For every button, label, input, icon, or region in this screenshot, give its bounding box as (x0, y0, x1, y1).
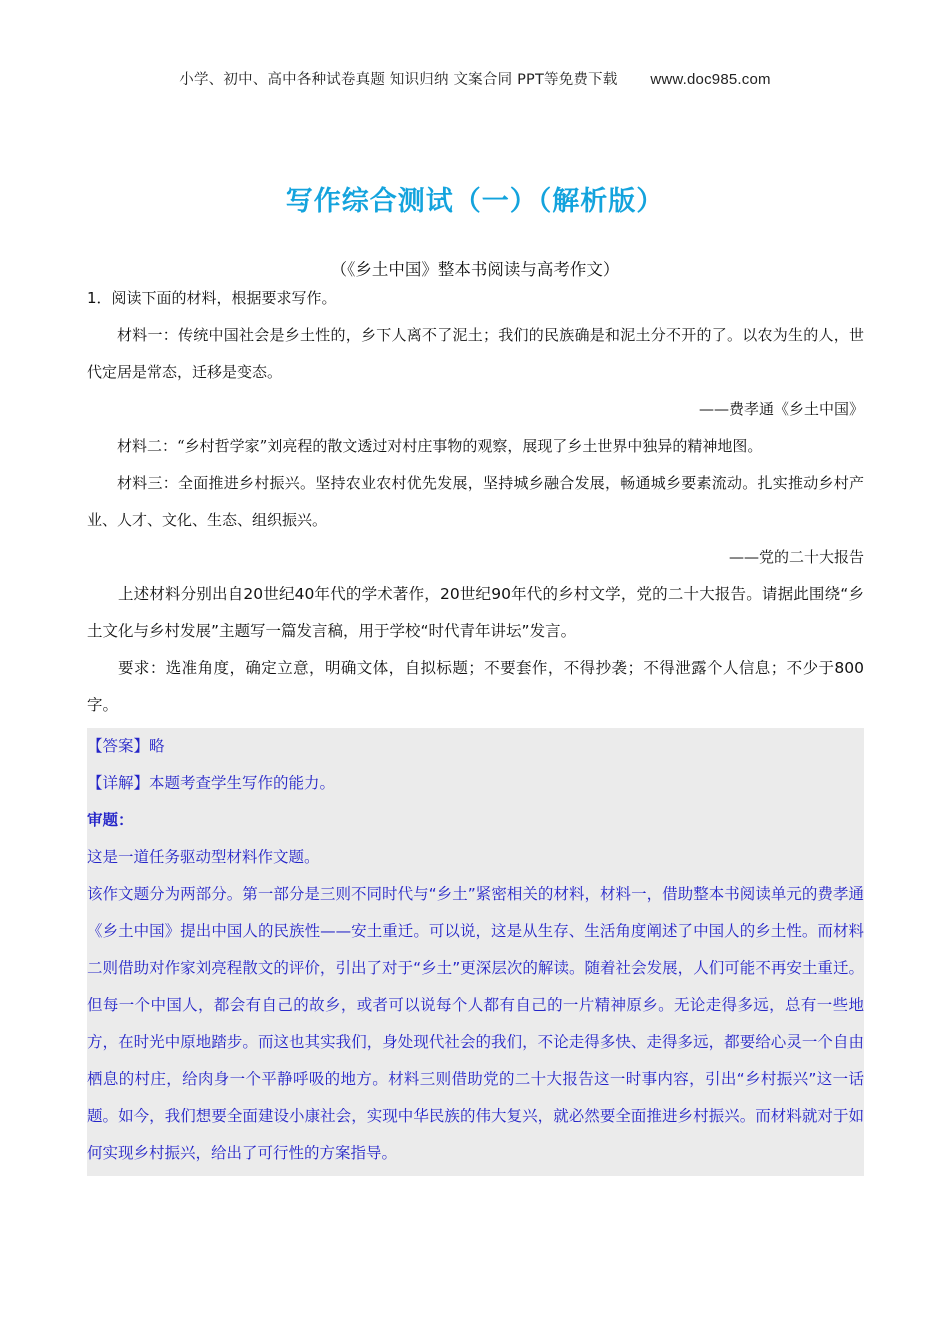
analysis-paragraph: 该作文题分为两部分。第一部分是三则不同时代与“乡土”紧密相关的材料，材料一，借助整本书阅读单元的费孝通《乡土中国》提出中国人的民族性——安土重迁。可以说，这是从生存、生活角度阐述了中国人的乡土性。而材料二则借助对作家刘亮程散文的评价，引出了对于“乡土”更深层次的解读。随着社会发展，人们可能不再安土重迁。但每一个中国人，都会有自己的故乡，或者可以说每个人都有自己的一片精神原乡。无论走得多远，总有一些地方，在时光中原地踏步。而这也其实我们，身处现代社会的我们，不论走得多快、走得多远，都要给心灵一个自由栖息的村庄，给肉身一个平静呼吸的地方。材料三则借助党的二十大报告这一时事内容，引出“乡村振兴”这一话题。如今，我们想要全面建设小康社会，实现中华民族的伟大复兴，就必然要全面推进乡村振兴。而材料就对于如何实现乡村振兴，给出了可行性的方案指导。 (87, 885, 864, 1162)
answer-text: 略 (149, 737, 165, 755)
writing-requirement: 要求：选准角度，确定立意，明确文体，自拟标题；不要套作，不得抄袭；不得泄露个人信息；不少于800字。 (87, 659, 864, 714)
analysis-block (87, 728, 864, 1176)
material-one-attribution: ——费孝通《乡土中国》 (698, 400, 864, 418)
header-site-link[interactable]: www.doc985.com (650, 71, 771, 88)
detail-line (87, 765, 864, 802)
document-body (87, 287, 864, 1176)
answer-tag: 【答案】 (87, 737, 150, 755)
material-three: 材料三：全面推进乡村振兴。坚持农业农村优先发展，坚持城乡融合发展，畅通城乡要素流动。扎实推动乡村产业、人才、文化、生态、组织振兴。 (87, 474, 864, 529)
document-title: 写作综合测试（一）（解析版） (285, 186, 665, 217)
header-text: 小学、初中、高中各种试卷真题 知识归纳 文案合同 PPT等免费下载 (179, 72, 618, 88)
material-two: 材料二：“乡村哲学家”刘亮程的散文透过对村庄事物的观察，展现了乡土世界中独异的精神地图。 (117, 437, 763, 455)
question-prompt (87, 287, 864, 309)
detail-tag: 【详解】 (87, 774, 150, 792)
material-one: 材料一：传统中国社会是乡土性的，乡下人离不了泥土；我们的民族确是和泥土分不开的了。以农为生的人，世代定居是常态，迁移是变态。 (87, 326, 864, 381)
analysis-heading: 审题： (87, 811, 134, 829)
answer-line (87, 728, 864, 765)
question-prompt-text: 阅读下面的材料，根据要求写作。 (111, 289, 337, 307)
material-three-attribution: ——党的二十大报告 (728, 548, 864, 566)
analysis-line-1: 这是一道任务驱动型材料作文题。 (87, 848, 320, 866)
writing-task: 上述材料分别出自20世纪40年代的学术著作，20世纪90年代的乡村文学，党的二十大报告。请据此围绕“乡土文化与乡村发展”主题写一篇发言稿，用于学校“时代青年讲坛”发言。 (87, 585, 864, 640)
detail-text: 本题考查学生写作的能力。 (149, 774, 336, 792)
question-number: 1． (87, 289, 112, 307)
document-subtitle: （《乡土中国》整本书阅读与高考作文） (330, 260, 620, 279)
page-header (0, 68, 950, 89)
